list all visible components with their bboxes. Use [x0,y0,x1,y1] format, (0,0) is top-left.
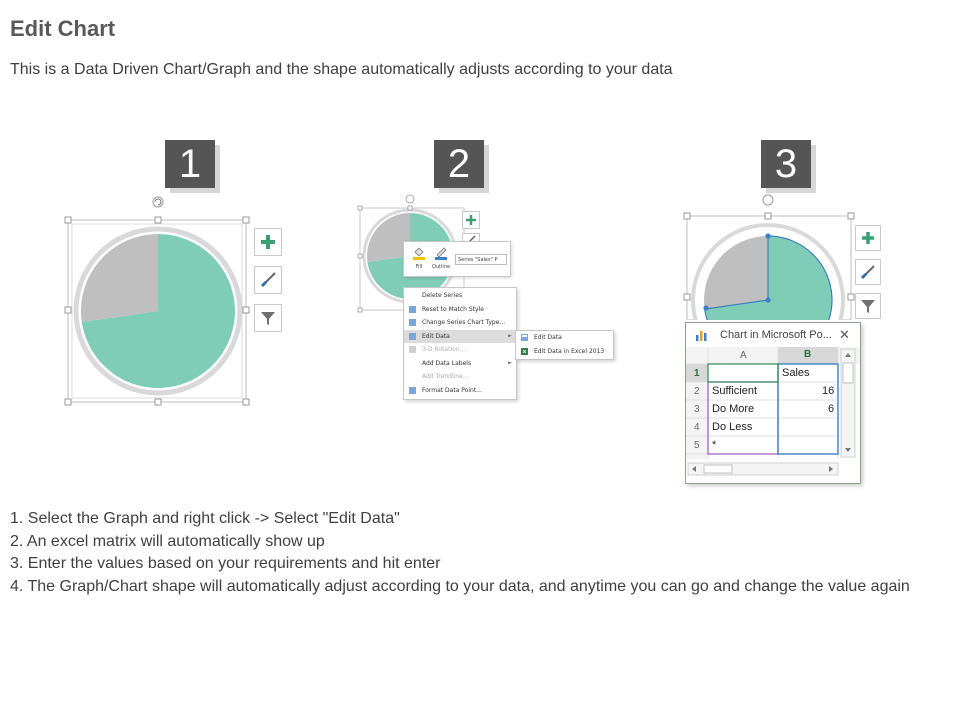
plus-icon [466,215,476,225]
cell-a5[interactable]: * [712,439,717,451]
step-badge-3: 3 [761,140,811,188]
menu-item-label: Change Series Chart Type... [422,319,506,326]
submenu-arrow-icon: ► [508,332,512,339]
cell-a4[interactable]: Do Less [712,421,753,433]
format-icon [409,387,416,394]
excel-window-title: Chart in Microsoft Po... [720,329,832,341]
cell-b2[interactable]: 16 [822,385,835,397]
menu-item-label: 3-D Rotation... [422,346,466,353]
outline-label: Outline [431,264,451,270]
menu-item-delete-series[interactable] [404,289,516,303]
row-header[interactable]: 2 [694,386,700,397]
menu-item-label: Format Data Point... [422,386,482,394]
menu-item-label: Delete Series [422,292,463,299]
rotate-icon [409,346,416,353]
submenu-item-edit-data-excel[interactable] [516,345,613,359]
vertical-scroll-thumb[interactable] [843,363,853,383]
fill-button[interactable] [409,245,429,270]
excel-grid [686,347,860,483]
context-menu [403,287,517,400]
instruction-step-1: 1. Select the Graph and right click -> Select "Edit Data" [10,510,400,527]
brush-icon [259,271,277,289]
chart-elements-button[interactable] [462,211,480,229]
plus-icon [260,234,276,250]
chart-filters-button[interactable] [254,304,282,332]
chart-filters-button[interactable] [855,293,881,319]
menu-item-edit-data[interactable] [404,330,516,344]
menu-item-add-trendline [404,370,516,384]
column-header-a[interactable]: A [740,350,747,361]
excel-title-bar[interactable] [686,323,860,348]
series-select-value: Series "Sales" P [458,257,498,263]
excel-icon [521,348,528,355]
chart-icon [695,329,707,341]
menu-item-change-series-chart-type[interactable] [404,316,516,330]
cell-b3[interactable]: 6 [828,403,835,415]
step-badge-2: 2 [434,140,484,188]
cell-a2[interactable]: Sufficient [712,385,758,397]
step-badge-1: 1 [165,140,215,188]
pie-slice-do-more[interactable] [81,234,158,322]
chart-panel-3[interactable] [678,190,858,320]
menu-item-label: Edit Data [422,332,450,340]
menu-item-label: Add Trendline... [422,373,469,380]
row-header[interactable]: 3 [694,404,700,415]
excel-data-window [685,322,861,484]
submenu-label: Edit Data [534,334,562,341]
edit-data-icon [409,333,416,340]
horizontal-scroll-thumb[interactable] [704,465,732,473]
submenu-item-edit-data[interactable] [516,331,613,345]
rotate-handle[interactable] [406,195,414,203]
edit-data-icon [521,334,528,341]
instruction-step-3: 3. Enter the values based on your requirements and hit enter [10,555,441,572]
page-title: Edit Chart [10,16,116,41]
filter-icon [259,309,277,327]
column-header-b[interactable]: B [804,349,812,360]
instruction-step-2: 2. An excel matrix will automatically show up [10,532,325,550]
submenu-arrow-icon: ► [508,359,512,366]
format-mini-toolbar [403,241,511,277]
chart-elements-button[interactable] [254,228,282,256]
row-header[interactable]: 4 [694,422,700,433]
cell-b1[interactable]: Sales [782,367,810,379]
chart-elements-button[interactable] [855,225,881,251]
row-header[interactable]: 1 [694,368,700,379]
instruction-step-4: 4. The Graph/Chart shape will automatically adjust according to your data, and anytime you can go and change the value again [10,577,910,595]
brush-icon [860,264,876,280]
pen-icon [434,246,448,260]
page-subtitle: This is a Data Driven Chart/Graph and the shape automatically adjusts according to your data [10,61,673,78]
outline-button[interactable] [430,245,452,270]
submenu-label: Edit Data in Excel 2013 [534,347,605,355]
chart-styles-button[interactable] [855,259,881,285]
menu-item-3-d-rotation [404,343,516,357]
series-select[interactable] [455,254,507,265]
fill-label: Fill [415,264,423,270]
close-icon[interactable]: ✕ [839,327,850,342]
instructions-list [10,508,940,598]
edit-data-submenu [515,330,614,360]
menu-item-format-data-point[interactable] [404,384,516,398]
reset-icon [409,306,416,313]
filter-icon [860,298,876,314]
plus-icon [861,231,875,245]
menu-item-add-data-labels[interactable] [404,357,516,371]
row-header[interactable]: 5 [694,440,700,451]
cell-a3[interactable]: Do More [712,403,755,415]
chart-panel-1[interactable] [55,190,270,415]
chart-type-icon [409,319,416,326]
menu-item-reset-to-match-style[interactable] [404,303,516,317]
menu-item-label: Add Data Labels [422,359,472,367]
rotate-handle[interactable] [763,195,773,205]
chart-styles-button[interactable] [254,266,282,294]
paint-bucket-icon [412,246,426,260]
menu-item-label: Reset to Match Style [422,305,484,313]
